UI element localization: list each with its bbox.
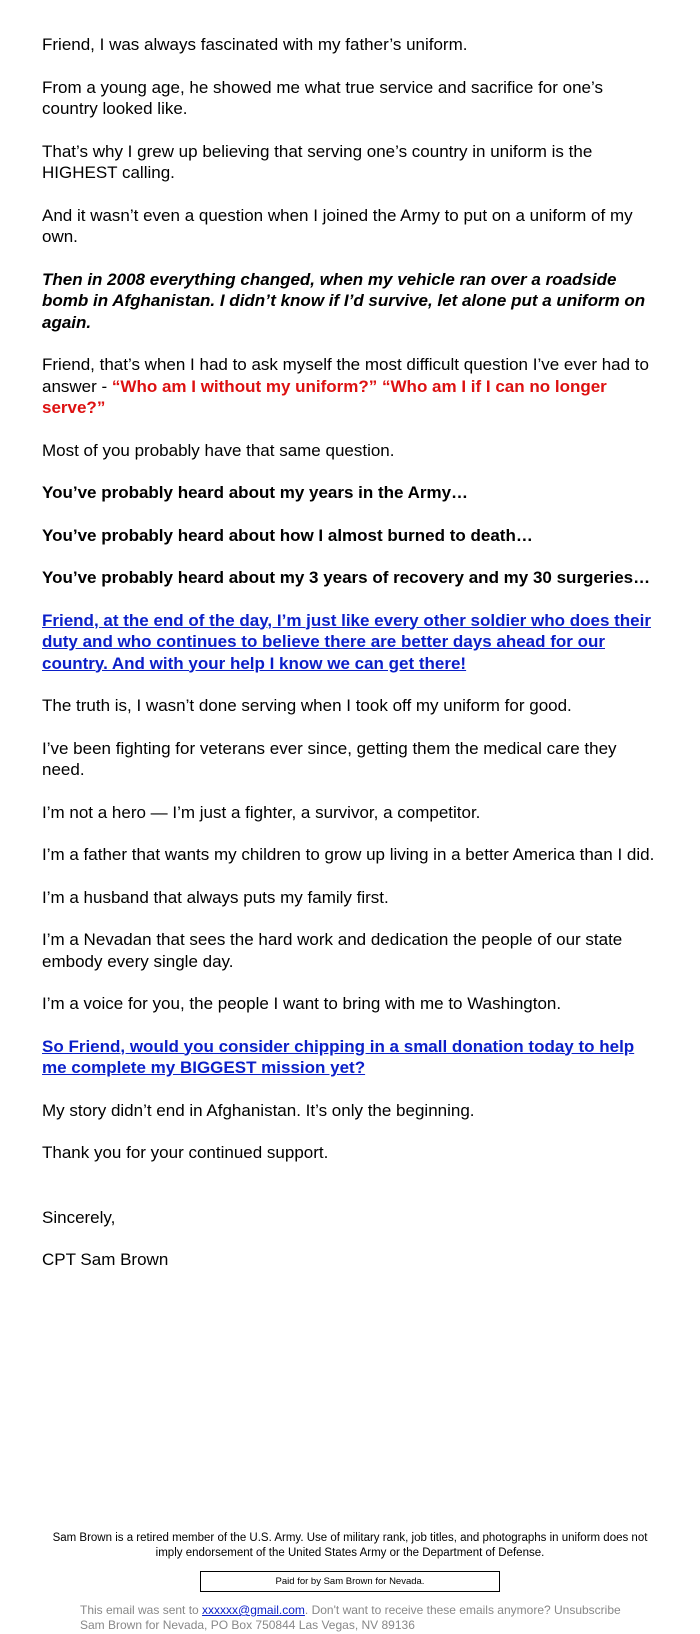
sent-to-prefix: This email was sent to [80, 1603, 203, 1617]
paragraph-thank-you: Thank you for your continued support. [42, 1143, 329, 1162]
paragraph-not-a-hero: I’m not a hero — I’m just a fighter, a survivor, a competitor. [42, 802, 481, 822]
paragraph-voice: I’m a voice for you, the people I want to bring with me to Washington. [42, 994, 562, 1013]
sent-to-line [80, 1603, 680, 1618]
paragraph-burned: You’ve probably heard about how I almost burned to death… [42, 525, 533, 545]
paragraph-years-army: You’ve probably heard about my years in the Army… [42, 483, 469, 502]
paragraph-joined-army: And it wasn’t even a question when I joined the Army to put on a uniform of my own. [42, 205, 633, 246]
paragraph-fighting-veterans: I’ve been fighting for veterans ever since, getting them the medical care they need. [42, 738, 617, 779]
paragraph-same-question: Most of you probably have that same question. [42, 440, 395, 460]
donate-link-biggest-mission[interactable]: So Friend, would you consider chipping in a small donation today to help me complete my BIGGEST mission yet? [42, 1036, 635, 1077]
email-body [42, 34, 662, 1292]
spacer [42, 1185, 662, 1207]
paragraph-donate-link-1 [42, 610, 662, 675]
footer [40, 1531, 660, 1592]
paragraph-2008-bomb: Then in 2008 everything changed, when my vehicle ran over a roadside bomb in Afghanistan. I didn’t know if I’d survive, let alone put a uniform on again. [42, 269, 646, 332]
recipient-email-link[interactable]: xxxxxx@gmail.com [202, 1603, 305, 1617]
paragraph-story: My story didn’t end in Afghanistan. It’s only the beginning. [42, 1100, 475, 1120]
signature: CPT Sam Brown [42, 1250, 169, 1269]
paragraph-donate-link-2 [42, 1036, 662, 1079]
question-quote: “Who am I without my uniform?” “Who am I if I can no longer serve?” [42, 376, 607, 417]
signoff: Sincerely, [42, 1207, 116, 1227]
paid-for-box: Paid for by Sam Brown for Nevada. [200, 1571, 500, 1592]
paragraph-nevadan: I’m a Nevadan that sees the hard work and dedication the people of our state embody every single day. [42, 930, 623, 971]
unsubscribe-text[interactable]: . Don't want to receive these emails anymore? Unsubscribe [304, 1603, 621, 1617]
military-disclaimer: Sam Brown is a retired member of the U.S. Army. Use of military rank, job titles, and photographs in uniform does not imply endorsement of the United States Army or the Department of Defense. [52, 1532, 648, 1559]
paragraph-young-age: From a young age, he showed me what true service and sacrifice for one’s country looked like. [42, 77, 603, 118]
paragraph-father-uniform: Friend, I was always fascinated with my father’s uniform. [42, 35, 468, 54]
paragraph-not-done-serving: The truth is, I wasn’t done serving when I took off my uniform for good. [42, 696, 572, 715]
question-lead-text: Friend, that’s when I had to ask myself the most difficult question I’ve ever had to answer - [42, 355, 649, 396]
paragraph-father: I’m a father that wants my children to grow up living in a better America than I did. [42, 845, 655, 864]
paragraph-highest-calling: That’s why I grew up believing that serving one’s country in uniform is the HIGHEST calling. [42, 141, 593, 182]
donate-link-soldier[interactable]: Friend, at the end of the day, I’m just like every other soldier who does their duty and who continues to believe there are better days ahead for our country. And with your help I know we can get there! [42, 610, 651, 673]
paragraph-recovery: You’ve probably heard about my 3 years of recovery and my 30 surgeries… [42, 568, 651, 587]
paragraph-difficult-question [42, 354, 662, 419]
paragraph-husband: I’m a husband that always puts my family first. [42, 887, 389, 907]
unsubscribe-block [80, 1603, 680, 1633]
mailing-address: Sam Brown for Nevada, PO Box 750844 Las Vegas, NV 89136 [80, 1618, 415, 1632]
